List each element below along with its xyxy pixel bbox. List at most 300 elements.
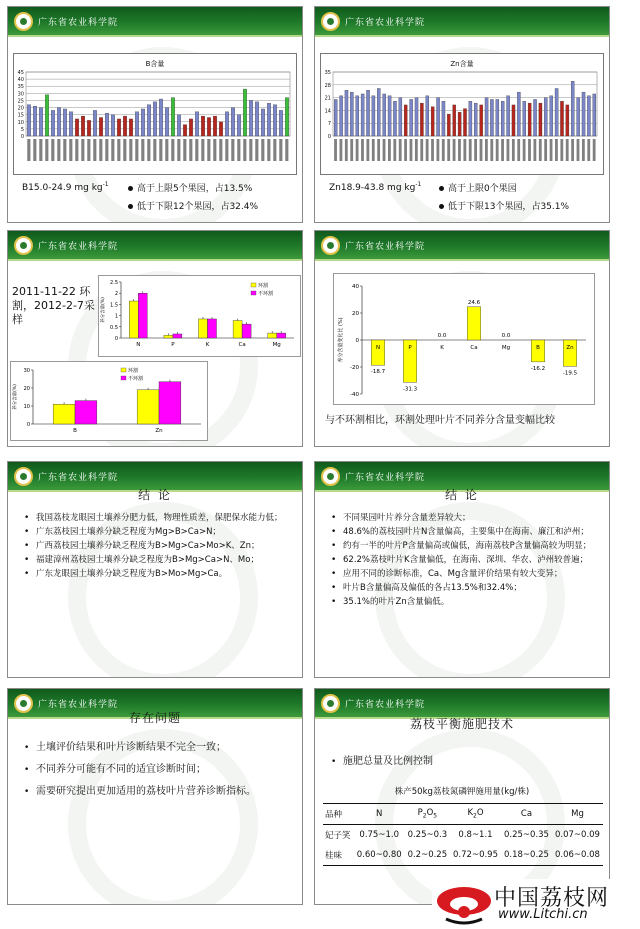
y-tick-label: 40	[352, 284, 359, 290]
x-tick-label	[350, 139, 353, 161]
micro-nutrient-chart	[10, 361, 208, 441]
y-tick-label: 0	[114, 336, 118, 342]
x-tick-label	[388, 139, 391, 161]
academy-logo-icon	[321, 236, 340, 255]
y-tick-label: 10	[17, 119, 24, 126]
slide-header	[8, 7, 302, 37]
data-bar	[147, 105, 150, 136]
x-tick-label	[243, 139, 246, 161]
legend-label: 环割	[128, 368, 139, 374]
x-tick-label	[366, 139, 369, 161]
data-bar	[45, 95, 48, 136]
zn-content-chart	[320, 53, 604, 175]
data-bar	[201, 116, 204, 136]
x-tick-label	[523, 139, 526, 161]
x-tick-label	[195, 139, 198, 161]
x-tick-label	[225, 139, 228, 161]
brand-name: 中国荔枝网	[494, 886, 610, 911]
x-tick-label: K	[205, 342, 210, 348]
slide-title: 结 论	[138, 488, 172, 502]
data-bar	[350, 92, 353, 136]
data-bar	[268, 333, 277, 338]
x-tick-label	[153, 139, 156, 161]
x-tick-label	[231, 139, 234, 161]
x-tick-label	[539, 139, 542, 161]
x-tick-label	[87, 139, 90, 161]
slide-change-ratio	[314, 230, 610, 447]
list-item: • 施肥总量及比例控制	[331, 755, 601, 769]
academy-logo-icon	[14, 467, 33, 486]
table-cell: 0.07~0.09	[554, 830, 600, 840]
x-tick-label: Zn	[155, 428, 163, 434]
problem-list	[24, 741, 294, 807]
x-tick-label	[550, 139, 553, 161]
legend-label: 不环割	[128, 376, 144, 382]
x-tick-label: Mg	[501, 345, 511, 351]
academy-logo-icon	[14, 12, 33, 31]
x-tick-label	[159, 139, 162, 161]
data-bar	[415, 98, 418, 136]
brand-url: www.Litchi.cn	[498, 907, 588, 922]
y-tick-label: 0	[26, 422, 30, 428]
x-tick-label	[501, 139, 504, 161]
data-bar	[512, 105, 515, 136]
data-bar	[208, 319, 217, 338]
data-bar	[111, 115, 114, 136]
data-bar	[39, 108, 42, 136]
list-item: • 应用不同的诊断标准，Ca、Mg含量评价结果有较大变异；	[331, 568, 601, 580]
data-bar	[555, 88, 558, 136]
data-bar	[571, 81, 574, 136]
x-tick-label: B	[73, 428, 77, 434]
data-bar	[587, 96, 590, 136]
x-tick-label	[135, 139, 138, 161]
data-bar	[582, 92, 585, 136]
x-tick-label	[453, 139, 456, 161]
y-tick-label: 0	[355, 338, 359, 344]
conclusion-list	[24, 512, 294, 582]
table-cell: 0.8~1.1	[458, 830, 493, 840]
x-tick-label	[165, 139, 168, 161]
x-tick-label	[372, 139, 375, 161]
x-tick-label	[39, 139, 42, 161]
x-tick-label	[399, 139, 402, 161]
x-tick-label	[69, 139, 72, 161]
fertilizer-table	[323, 803, 603, 866]
conclusion-list	[331, 512, 601, 610]
table-row	[323, 825, 603, 846]
x-tick-label	[207, 139, 210, 161]
x-tick-label	[345, 139, 348, 161]
y-tick-label: 5	[20, 126, 24, 133]
data-bar	[550, 96, 553, 136]
x-tick-label	[75, 139, 78, 161]
x-tick-label	[267, 139, 270, 161]
data-bar	[371, 340, 384, 365]
x-tick-label	[63, 139, 66, 161]
table-caption: 株产50kg荔枝氮磷钾施用量(kg/株)	[394, 787, 530, 797]
data-bar	[129, 301, 138, 338]
data-bar	[544, 98, 547, 136]
data-bar	[173, 334, 182, 338]
macro-nutrient-chart	[98, 275, 301, 357]
y-tick-label: 20	[23, 386, 30, 392]
x-tick-label	[480, 139, 483, 161]
x-tick-label: Zn	[566, 345, 574, 351]
table-cell: 桂味	[325, 851, 343, 861]
data-bar	[99, 118, 102, 136]
data-bar	[165, 108, 168, 136]
zn-high-note: 高于上限0个果园	[439, 181, 517, 194]
y-tick-label: 1.5	[110, 302, 118, 309]
x-tick-label	[261, 139, 264, 161]
y-tick-label: 30	[23, 368, 30, 374]
data-bar	[388, 96, 391, 136]
y-tick-label: 35	[17, 84, 24, 91]
data-bar	[159, 99, 162, 136]
slide-conclusion-soil	[7, 461, 303, 678]
list-item: • 叶片B含量偏高及偏低的各占13.5%和32.4%；	[331, 582, 601, 594]
b-content-chart	[13, 53, 297, 175]
x-tick-label	[105, 139, 108, 161]
y-tick-label: 30	[17, 91, 24, 98]
zn-range-caption: Zn18.9-43.8 mg $kg^{-1}$	[329, 181, 422, 193]
table-cell: 0.75~1.0	[359, 830, 399, 840]
data-bar	[195, 112, 198, 136]
y-tick-label: 0.5	[110, 324, 118, 331]
table-cell: 0.2~0.25	[407, 850, 448, 860]
x-tick-label	[587, 139, 590, 161]
x-tick-label	[490, 139, 493, 161]
data-bar	[528, 103, 531, 136]
data-bar	[560, 101, 563, 136]
x-tick-label	[51, 139, 54, 161]
data-bar	[267, 103, 270, 136]
data-bar	[577, 98, 580, 136]
x-tick-label	[383, 139, 386, 161]
data-bar	[410, 99, 413, 136]
x-tick-label	[496, 139, 499, 161]
y-axis-label: 养分含量(%)	[13, 384, 18, 410]
x-tick-label	[463, 139, 466, 161]
x-tick-label	[129, 139, 132, 161]
x-tick-label	[593, 139, 596, 161]
y-tick-label: 10	[23, 404, 30, 410]
y-tick-label: 7	[327, 121, 331, 128]
data-bar	[231, 108, 234, 136]
data-bar	[87, 120, 90, 136]
slide-title: 存在问题	[128, 711, 181, 725]
data-bar	[480, 105, 483, 136]
column-header: Mg	[571, 809, 584, 819]
x-tick-label: Ca	[238, 342, 246, 348]
data-bar	[467, 307, 480, 340]
data-bar	[485, 98, 488, 136]
data-bar	[255, 102, 258, 136]
slide-b-content	[7, 6, 303, 223]
data-bar	[372, 96, 375, 136]
x-tick-label	[469, 139, 472, 161]
academy-logo-icon	[14, 236, 33, 255]
data-bar	[138, 293, 147, 338]
x-tick-label	[431, 139, 434, 161]
data-bar	[533, 99, 536, 136]
x-tick-label	[33, 139, 36, 161]
data-bar	[366, 90, 369, 136]
legend-swatch	[251, 291, 256, 295]
table-cell: 0.06~0.08	[554, 850, 600, 860]
data-bar	[63, 109, 66, 136]
list-item: • 不同养分可能有不同的适宜诊断时间；	[24, 763, 294, 777]
y-axis-label: 养分含量变化比 (%)	[338, 317, 344, 363]
data-bar	[177, 115, 180, 136]
data-bar	[105, 113, 108, 136]
data-bar	[81, 116, 84, 136]
x-tick-label	[555, 139, 558, 161]
data-bar	[233, 321, 242, 338]
column-header: 品种	[325, 810, 343, 820]
x-tick-label	[237, 139, 240, 161]
data-bar	[159, 382, 181, 424]
data-bar	[334, 99, 337, 136]
org-name: 广东省农业科学院	[345, 18, 426, 28]
data-bar	[539, 103, 542, 136]
chart-title: Zn含量	[450, 60, 474, 68]
data-label: -16.2	[530, 365, 546, 372]
x-tick-label	[340, 139, 343, 161]
list-item: • 广东龙眼园土壤养分缺乏程度为B>Mo>Mg>Ca。	[24, 568, 294, 580]
b-low-note: 低于下限12个果园，占32.4%	[128, 199, 258, 212]
slide-header	[315, 7, 609, 37]
data-label: 0.0	[501, 333, 511, 339]
slide-title: 结 论	[445, 488, 479, 502]
y-tick-label: 20	[352, 311, 359, 317]
org-name: 广东省农业科学院	[38, 473, 119, 483]
data-bar	[361, 94, 364, 136]
x-tick-label	[123, 139, 126, 161]
x-tick-label	[512, 139, 515, 161]
column-header: $K_2O$	[467, 808, 484, 820]
data-bar	[490, 99, 493, 136]
legend-label: 不环割	[258, 291, 274, 297]
data-bar	[404, 105, 407, 136]
data-bar	[183, 125, 186, 136]
x-tick-label	[474, 139, 477, 161]
data-bar	[523, 101, 526, 136]
table-header-row	[323, 804, 603, 825]
data-bar	[51, 110, 54, 136]
fertilization-bullets	[331, 755, 601, 777]
zn-bar-chart	[321, 54, 603, 174]
y-tick-label: 2	[114, 291, 118, 298]
data-bar	[237, 115, 240, 136]
data-bar	[93, 110, 96, 136]
list-item: • 福建漳州荔枝园土壤养分缺乏程度为B>Mg>Ca>N、Mo；	[24, 554, 294, 566]
data-bar	[431, 107, 434, 136]
x-tick-label	[183, 139, 186, 161]
x-tick-label	[117, 139, 120, 161]
y-tick-label: 45	[17, 70, 24, 76]
data-label: -19.5	[562, 370, 578, 377]
data-bar	[340, 96, 343, 136]
x-tick-label	[111, 139, 114, 161]
slide-girdling-comparison	[7, 230, 303, 447]
x-tick-label	[279, 139, 282, 161]
x-tick-label	[420, 139, 423, 161]
data-bar	[153, 102, 156, 136]
data-bar	[261, 109, 264, 136]
slide-zn-content	[314, 6, 610, 223]
table-cell: 0.18~0.25	[503, 850, 549, 860]
data-bar	[458, 112, 461, 136]
b-range-caption: B15.0-24.9 mg $kg^{-1}$	[22, 181, 109, 193]
data-bar	[225, 112, 228, 136]
y-tick-label: 25	[17, 98, 24, 105]
legend-swatch	[121, 376, 126, 380]
change-ratio-chart	[333, 273, 595, 405]
b-high-note: 高于上限5个果园，占13.5%	[128, 181, 252, 194]
x-tick-label	[426, 139, 429, 161]
y-tick-label: 28	[324, 82, 331, 89]
data-bar	[57, 108, 60, 136]
data-bar	[383, 94, 386, 136]
x-tick-label	[442, 139, 445, 161]
y-axis-label: 养分含量(%)	[101, 297, 106, 323]
academy-logo-icon	[321, 694, 340, 713]
x-tick-label	[361, 139, 364, 161]
data-bar	[117, 119, 120, 136]
table-cell: 0.25~0.3	[407, 830, 448, 840]
data-bar	[213, 116, 216, 136]
x-tick-label	[458, 139, 461, 161]
x-tick-label: B	[536, 345, 540, 351]
data-bar	[399, 98, 402, 136]
x-tick-label	[582, 139, 585, 161]
litchi-logo-icon	[434, 879, 494, 925]
data-bar	[436, 98, 439, 136]
y-tick-label: -20	[350, 365, 359, 371]
data-bar	[566, 105, 569, 136]
y-tick-label: 0	[327, 134, 331, 140]
data-label: 0.0	[437, 333, 447, 339]
x-tick-label	[415, 139, 418, 161]
slide-title: 荔枝平衡施肥技术	[409, 717, 514, 731]
column-header: Ca	[520, 809, 533, 819]
x-tick-label	[249, 139, 252, 161]
x-tick-label: P	[408, 345, 412, 351]
x-tick-label	[219, 139, 222, 161]
data-bar	[33, 106, 36, 136]
org-name: 广东省农业科学院	[38, 18, 119, 28]
data-bar	[426, 96, 429, 136]
x-tick-label	[177, 139, 180, 161]
data-bar	[517, 92, 520, 136]
sampling-date-text: 2011-11-22 环割，2012-2-7采样	[12, 285, 95, 326]
data-bar	[442, 101, 445, 136]
x-tick-label	[27, 139, 30, 161]
x-tick-label	[171, 139, 174, 161]
x-tick-label	[45, 139, 48, 161]
list-item: • 62.2%荔枝叶片K含量偏低，在海南、深圳、华农、泸州较普遍；	[331, 554, 601, 566]
x-tick-label: N	[375, 345, 381, 351]
data-bar	[377, 88, 380, 136]
org-name: 广东省农业科学院	[345, 473, 426, 483]
y-tick-label: 14	[324, 108, 331, 115]
data-bar	[27, 105, 30, 136]
slide-conclusion-leaf	[314, 461, 610, 678]
x-tick-label: N	[136, 342, 141, 348]
x-tick-label	[81, 139, 84, 161]
data-bar	[507, 96, 510, 136]
table-cell: 妃子笑	[325, 831, 351, 841]
data-bar	[137, 390, 159, 424]
slide-header	[8, 231, 302, 261]
data-bar	[123, 116, 126, 136]
data-bar	[75, 119, 78, 136]
data-bar	[243, 89, 246, 136]
data-bar	[393, 101, 396, 136]
data-bar	[474, 103, 477, 136]
legend-label: 环割	[258, 283, 269, 289]
data-bar	[242, 324, 251, 338]
x-tick-label: P	[171, 342, 175, 348]
x-tick-label	[356, 139, 359, 161]
data-bar	[207, 118, 210, 136]
data-bar	[129, 119, 132, 136]
x-tick-label	[213, 139, 216, 161]
x-tick-label	[99, 139, 102, 161]
org-name: 广东省农业科学院	[345, 242, 426, 252]
slide-problems	[7, 688, 303, 905]
x-tick-label	[93, 139, 96, 161]
data-bar	[141, 109, 144, 136]
org-name: 广东省农业科学院	[345, 700, 426, 710]
data-bar	[563, 340, 576, 366]
list-item: • 48.6%的荔枝园叶片N含量偏高，主要集中在海南、廉江和泸州；	[331, 526, 601, 538]
data-bar	[501, 101, 504, 136]
x-tick-label	[141, 139, 144, 161]
data-bar	[345, 90, 348, 136]
data-bar	[75, 401, 97, 424]
table-row	[323, 845, 603, 866]
x-tick-label	[566, 139, 569, 161]
x-tick-label	[285, 139, 288, 161]
data-bar	[219, 122, 222, 136]
data-bar	[356, 96, 359, 136]
y-tick-label: -40	[350, 392, 359, 398]
x-tick-label	[560, 139, 563, 161]
data-bar	[249, 100, 252, 136]
data-bar	[496, 99, 499, 136]
zn-low-note: 低于下限13个果园，占35.1%	[439, 199, 569, 212]
slide-fertilization	[314, 688, 610, 905]
legend-swatch	[251, 283, 256, 287]
x-tick-label	[544, 139, 547, 161]
litchi-brand-watermark	[432, 879, 640, 927]
column-header: N	[376, 809, 383, 819]
list-item: • 不同果园叶片养分含量差异较大；	[331, 512, 601, 524]
data-bar	[53, 404, 75, 424]
x-tick-label: Mg	[272, 342, 281, 348]
table-cell: 0.25~0.35	[503, 830, 549, 840]
data-bar	[164, 335, 173, 338]
x-tick-label	[377, 139, 380, 161]
data-bar	[469, 101, 472, 136]
data-bar	[69, 112, 72, 136]
y-tick-label: 20	[17, 105, 24, 112]
x-tick-label	[533, 139, 536, 161]
y-tick-label: 21	[324, 95, 331, 102]
